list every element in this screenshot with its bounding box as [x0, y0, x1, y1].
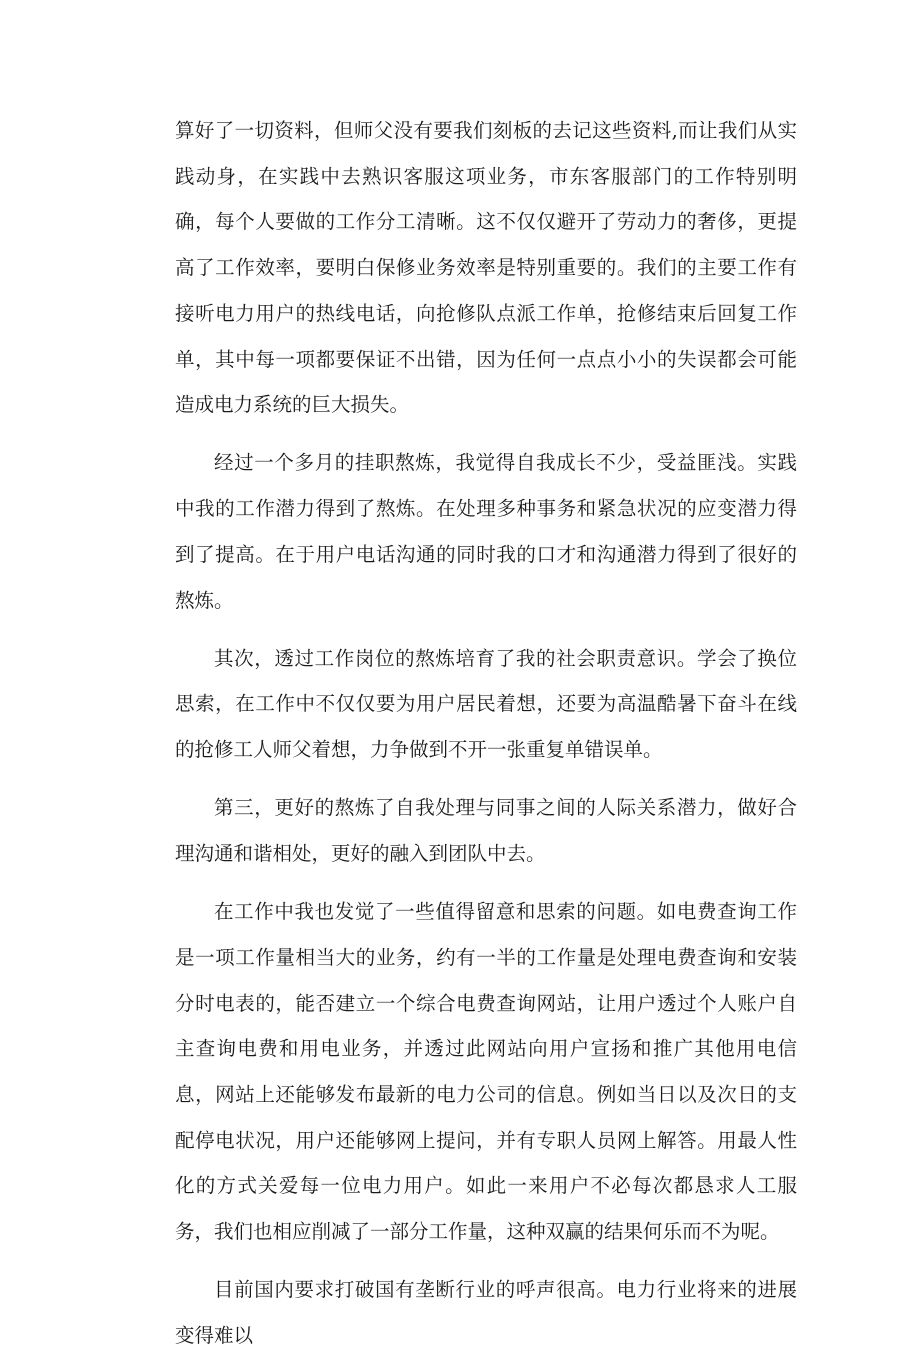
paragraph-2: 经过一个多月的挂职熬炼，我觉得自我成长不少，受益匪浅。实践中我的工作潜力得到了熬炼。在处理多种事务和紧急状况的应变潜力得到了提高。在于用户电话沟通的同时我的口才和沟通潜力得到了很好的熬炼。: [175, 451, 797, 612]
paragraph-5: 在工作中我也发觉了一些值得留意和思索的问题。如电费查询工作是一项工作量相当大的业务，约有一半的工作量是处理电费查询和安装分时电表的，能否建立一个综合电费查询网站，让用户透过个人账户自主查询电费和用电业务，并透过此网站向用户宣扬和推广其他用电信息，网站上还能够发布最新的电力公司的信息。例如当日以及次日的支配停电状况，用户还能够网上提问，并有专职人员网上解答。用最人性化的方式关爱每一位电力用户。如此一来用户不必每次都恳求人工服务，我们也相应削减了一部分工作量，这种双赢的结果何乐而不为呢。: [175, 900, 797, 1244]
body-text: [175, 108, 797, 1371]
paragraph-6: 目前国内要求打破国有垄断行业的呼声很高。电力行业将来的进展变得难以: [175, 1278, 797, 1348]
paragraph-3: 其次，透过工作岗位的熬炼培育了我的社会职责意识。学会了换位思索，在工作中不仅仅要为用户居民着想，还要为高温酷暑下奋斗在线的抢修工人师父着想，力争做到不开一张重复单错误单。: [175, 646, 797, 762]
paragraph-4: 第三，更好的熬炼了自我处理与同事之间的人际关系潜力，做好合理沟通和谐相处，更好的融入到团队中去。: [175, 796, 797, 866]
paragraph-1: 算好了一切资料，但师父没有要我们刻板的去记这些资料,而让我们从实践动身，在实践中去熟识客服这项业务，市东客服部门的工作特别明确，每个人要做的工作分工清晰。这不仅仅避开了劳动力的奢侈，更提高了工作效率，要明白保修业务效率是特别重要的。我们的主要工作有接听电力用户的热线电话，向抢修队点派工作单，抢修结束后回复工作单，其中每一项都要保证不出错，因为任何一点点小小的失误都会可能造成电力系统的巨大损失。: [175, 119, 797, 417]
